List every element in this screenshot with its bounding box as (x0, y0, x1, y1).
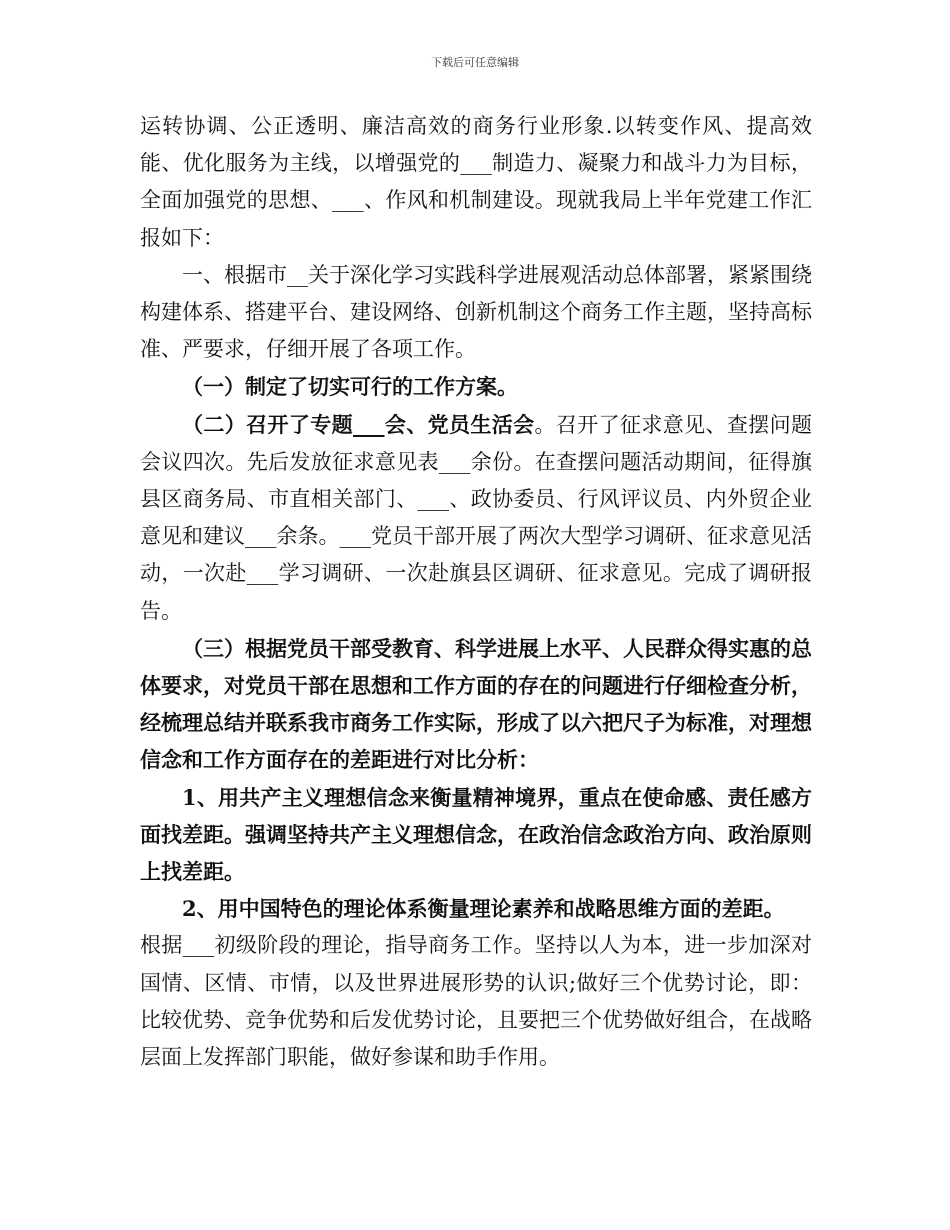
paragraph-item-two (140, 406, 812, 630)
page-header: 下载后可任意编辑 (431, 56, 519, 69)
heading-item-one: （一）制定了切实可行的工作方案。 (182, 374, 518, 400)
document-body (140, 108, 812, 1076)
paragraph-section-one: 一、根据市__关于深化学习实践科学进展观活动总体部署，紧紧围绕构建体系、搭建平台、建设网络、创新机制这个商务工作主题，坚持高标准、严要求，仔细开展了各项工作。 (140, 262, 812, 362)
heading-item-three: （三）根据党员干部受教育、科学进展上水平、人民群众得实惠的总体要求，对党员干部在思想和工作方面的存在的问题进行仔细检查分析，经梳理总结并联系我市商务工作实际，形成了以六把尺子为标准，对理想信念和工作方面存在的差距进行对比分析： (140, 635, 812, 773)
heading-item-two: （二）召开了专题___会、党员生活会 (182, 411, 535, 437)
paragraph-item-two-body: 。召开了征求意见、查摆问题会议四次。先后发放征求意见表___余份。在查摆问题活动期间，征得旗县区商务局、市直相关部门、___、政协委员、行风评议员、内外贸企业意见和建议___余条。___党员干部开展了两次大型学习调研、征求意见活动，一次赴___学习调研、一次赴旗县区调研、征求意见。完成了调研报告。 (140, 412, 812, 623)
paragraph-intro: 运转协调、公正透明、廉洁高效的商务行业形象.以转变作风、提高效能、优化服务为主线，以增强党的___制造力、凝聚力和战斗力为目标，全面加强党的思想、___、作风和机制建设。现就我局上半年党建工作汇报如下： (140, 114, 812, 250)
heading-point-one: 1、用共产主义理想信念来衡量精神境界，重点在使命感、责任感方面找差距。强调坚持共产主义理想信念，在政治信念政治方向、政治原则上找差距。 (140, 784, 812, 885)
paragraph-point-two-body: 根据___初级阶段的理论，指导商务工作。坚持以人为本，进一步加深对国情、区情、市情，以及世界进展形势的认识;做好三个优势讨论，即：比较优势、竞争优势和后发优势讨论，且要把三个优势做好组合，在战略层面上发挥部门职能，做好参谋和助手作用。 (140, 933, 812, 1070)
heading-point-two: 2、用中国特色的理论体系衡量理论素养和战略思维方面的差距。 (182, 896, 785, 922)
